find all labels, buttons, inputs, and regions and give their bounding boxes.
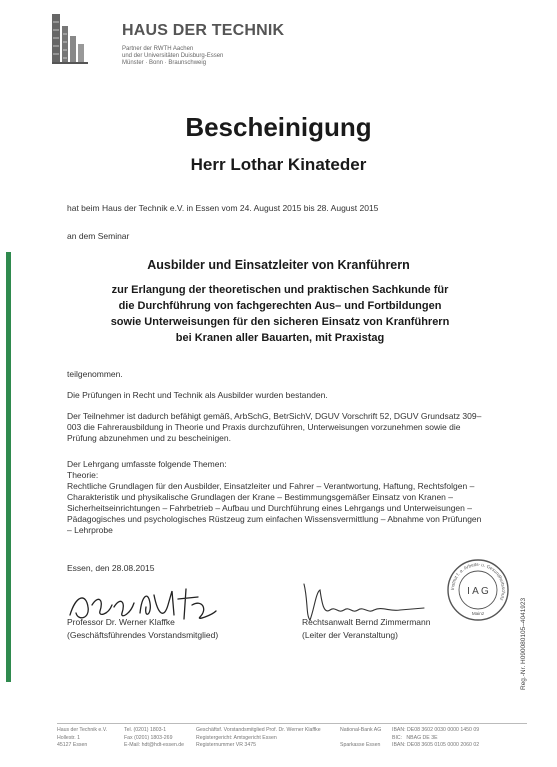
stamp-center-text: I A G <box>467 586 489 597</box>
left-accent-bar <box>6 252 11 682</box>
org-name: HAUS DER TECHNIK <box>122 22 285 39</box>
signer-left-role: (Geschäftsführendes Vorstandsmitglied) <box>67 630 219 640</box>
org-subtitle: Partner der RWTH Aachen und der Universitäten Duisburg-Essen Münster · Bonn · Braunschweig <box>122 46 224 66</box>
seminar-subtitle-line: sowie Unterweisungen für den sicheren Einsatz von Kranführern <box>110 316 450 328</box>
stamp-bottom-text: Mainz <box>471 611 485 616</box>
topics-section <box>67 459 487 536</box>
footer-iban: IBAN: DE08 3602 0030 0000 1450 09 BIC: NBAG DE 3E IBAN: DE08 3605 0105 0000 2060 02 <box>392 727 480 748</box>
exams-text: Die Prüfungen in Recht und Technik als Ausbilder wurden bestanden. <box>67 390 328 400</box>
seminar-subtitle-line: zur Erlangung der theoretischen und praktischen Sachkunde für <box>111 284 449 296</box>
stamp-ring-text: Institut f. a. Arbeits- u. Gesundheitsschutz <box>449 561 507 602</box>
footer-contact: Tel. (0201) 1803-1 Fax (0201) 1803-269 E-Mail: hdt@hdt-essen.de <box>124 727 185 748</box>
registration-number: Reg.-Nr. H090080105–4041923 <box>520 597 527 690</box>
seminar-subtitle <box>60 282 500 346</box>
seminar-title: Ausbilder und Einsatzleiter von Kranführern <box>147 258 410 272</box>
qualification-text: Der Teilnehmer ist dadurch befähigt gemäß, ArbSchG, BetrSichV, DGUV Vorschrift 52, DGUV Grundsatz 309–003 die Fahrerausbildung in Theorie und Praxis durchzuführen, Unterweisungen vorzunehmen sowie die Prüfung abzunehmen und zu bescheinigen. <box>67 411 482 443</box>
seminar-subtitle-line: bei Kranen aller Bauarten, mit Praxistag <box>175 332 385 344</box>
topics-list: Rechtliche Grundlagen für den Ausbilder, Einsatzleiter und Fahrer – Verantwortung, Haftung, Rechtsfolgen – Charakteristik und physikalische Grundlagen der Krane – Bestimmungsgemäßer Einsatz von Kranen – Sicherheitseinrichtungen – Fahrbetrieb – Aufbau und Durchführung eines Lehrgangs und Unterweisungen – Pädagogisches und psychologisches Rüstzeug zum einfachen Wissensvermittlung – Abnahme von Prüfungen – Lehrprobe <box>67 481 482 535</box>
place-date: Essen, den 28.08.2015 <box>67 563 155 573</box>
topics-label: Theorie: <box>67 470 99 480</box>
participated-text: teilgenommen. <box>67 369 123 379</box>
recipient-name: Herr Lothar Kinateder <box>190 155 367 174</box>
seminar-subtitle-line: die Durchführung von fachgerechten Aus– und Fortbildungen <box>118 300 442 312</box>
iag-stamp-icon <box>446 558 510 622</box>
footer-address: Haus der Technik e.V. Hollestr. 1 45127 Essen <box>57 727 108 748</box>
haus-der-technik-logo-icon <box>52 14 88 64</box>
footer-register: Geschäftsf. Vorstandsmitglied Prof. Dr. Werner Klaffke Registergericht: Amtsgericht Essen Registernummer VR 3475 <box>196 727 321 748</box>
topics-intro: Der Lehrgang umfasste folgende Themen: <box>67 459 227 469</box>
footer-divider <box>57 723 527 724</box>
signer-right-name: Rechtsanwalt Bernd Zimmermann <box>302 617 431 627</box>
footer-banks: National-Bank AG Sparkasse Essen <box>340 727 382 748</box>
signer-right-role: (Leiter der Veranstaltung) <box>302 630 398 640</box>
signer-left-name: Professor Dr. Werner Klaffke <box>67 617 175 627</box>
certificate-title: Bescheinigung <box>185 112 372 142</box>
at-seminar-text: an dem Seminar <box>67 231 130 241</box>
attendance-text: hat beim Haus der Technik e.V. in Essen vom 24. August 2015 bis 28. August 2015 <box>67 203 379 213</box>
